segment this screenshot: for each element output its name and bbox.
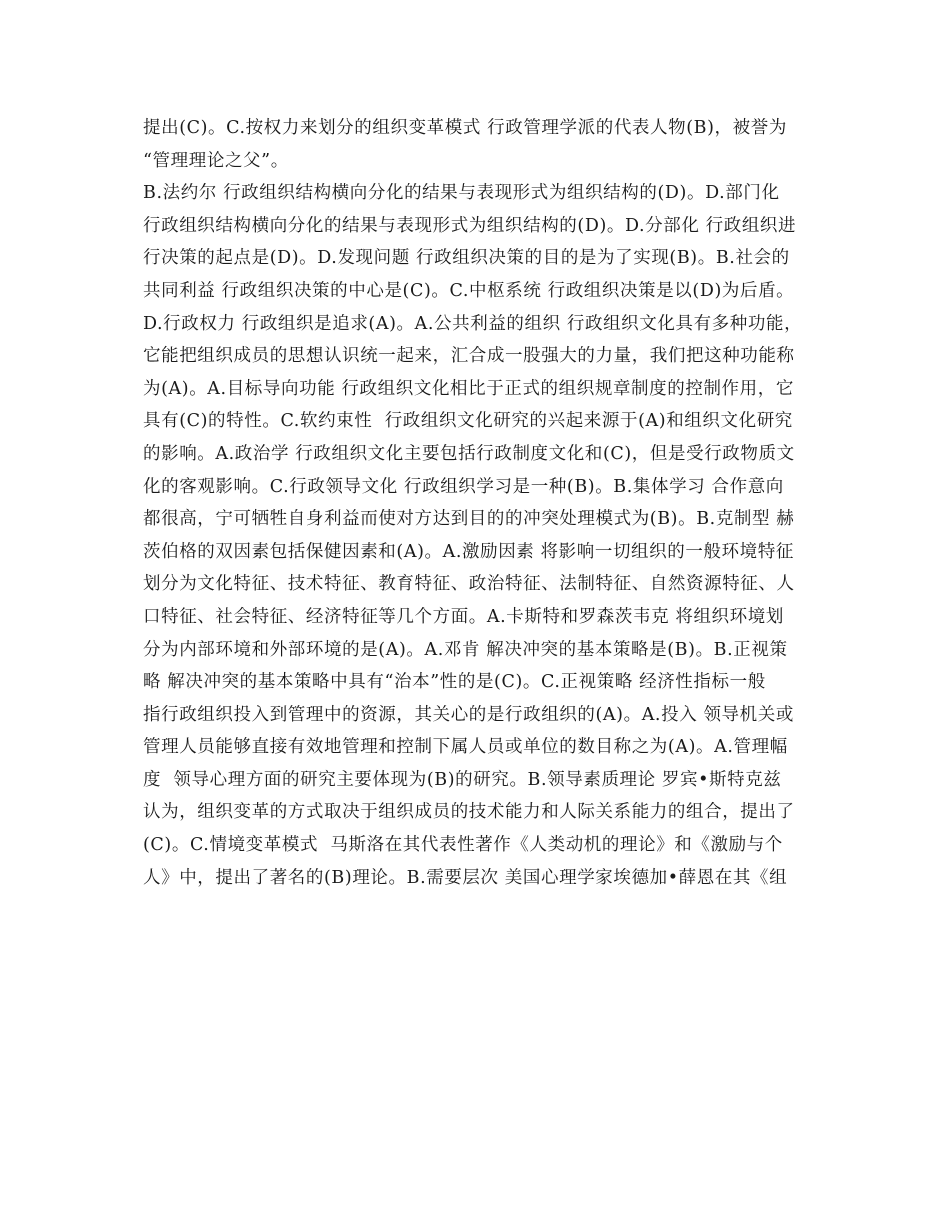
text-line: 它能把组织成员的思想认识统一起来，汇合成一股强大的力量，我们把这种功能称	[143, 346, 795, 367]
document-body	[143, 112, 823, 894]
text-line: D.行政权力 行政组织是追求(A)。A.公共利益的组织 行政组织文化具有多种功能，	[143, 313, 803, 334]
text-line: 分为内部环境和外部环境的是(A)。A.邓肯 解决冲突的基本策略是(B)。B.正视策	[143, 639, 788, 660]
text-line: 指行政组织投入到管理中的资源，其关心的是行政组织的(A)。A.投入 领导机关或	[143, 704, 794, 725]
text-line: 划分为文化特征、技术特征、教育特征、政治特征、法制特征、自然资源特征、人	[143, 574, 795, 595]
text-line: 茨伯格的双因素包括保健因素和(A)。A.激励因素 将影响一切组织的一般环境特征	[143, 541, 794, 562]
text-line: 共同利益 行政组织决策的中心是(C)。C.中枢系统 行政组织决策是以(D)为后盾。	[143, 280, 795, 301]
text-line: 提出(C)。C.按权力来划分的组织变革模式 行政管理学派的代表人物(B)，被誉为	[143, 118, 787, 138]
text-line: 具有(C)的特性。C.软约束性 行政组织文化研究的兴起来源于(A)和组织文化研究	[143, 411, 793, 432]
text-line: 化的客观影响。C.行政领导文化 行政组织学习是一种(B)。B.集体学习 合作意向	[143, 476, 784, 497]
text-line: 都很高，宁可牺牲自身利益而使对方达到目的的冲突处理模式为(B)。B.克制型 赫	[143, 509, 795, 530]
text-line: 管理人员能够直接有效地管理和控制下属人员或单位的数目称之为(A)。A.管理幅	[143, 737, 788, 758]
text-line: 行政组织结构横向分化的结果与表现形式为组织结构的(D)。D.分部化 行政组织进	[143, 215, 797, 236]
text-line: 度 领导心理方面的研究主要体现为(B)的研究。B.领导素质理论 罗宾•斯特克兹	[143, 769, 782, 790]
text-line: B.法约尔 行政组织结构横向分化的结果与表现形式为组织结构的(D)。D.部门化	[143, 183, 780, 204]
text-line: 的影响。A.政治学 行政组织文化主要包括行政制度文化和(C)，但是受行政物质文	[143, 443, 795, 464]
text-line: 为(A)。A.目标导向功能 行政组织文化相比于正式的组织规章制度的控制作用，它	[143, 378, 794, 399]
text-line: 行决策的起点是(D)。D.发现问题 行政组织决策的目的是为了实现(B)。B.社会的	[143, 248, 790, 269]
text-line: 口特征、社会特征、经济特征等几个方面。A.卡斯特和罗森茨韦克 将组织环境划	[143, 606, 784, 627]
text-line: 认为，组织变革的方式取决于组织成员的技术能力和人际关系能力的组合，提出了	[143, 802, 795, 823]
text-line: (C)。C.情境变革模式 马斯洛在其代表性著作《人类动机的理论》和《激励与个	[143, 835, 783, 856]
text-line: 略 解决冲突的基本策略中具有“治本”性的是(C)。C.正视策略 经济性指标一般	[143, 672, 766, 693]
text-line: 人》中，提出了著名的(B)理论。B.需要层次 美国心理学家埃德加•薛恩在其《组	[143, 867, 788, 888]
text-line: “管理理论之父”。	[143, 150, 289, 171]
